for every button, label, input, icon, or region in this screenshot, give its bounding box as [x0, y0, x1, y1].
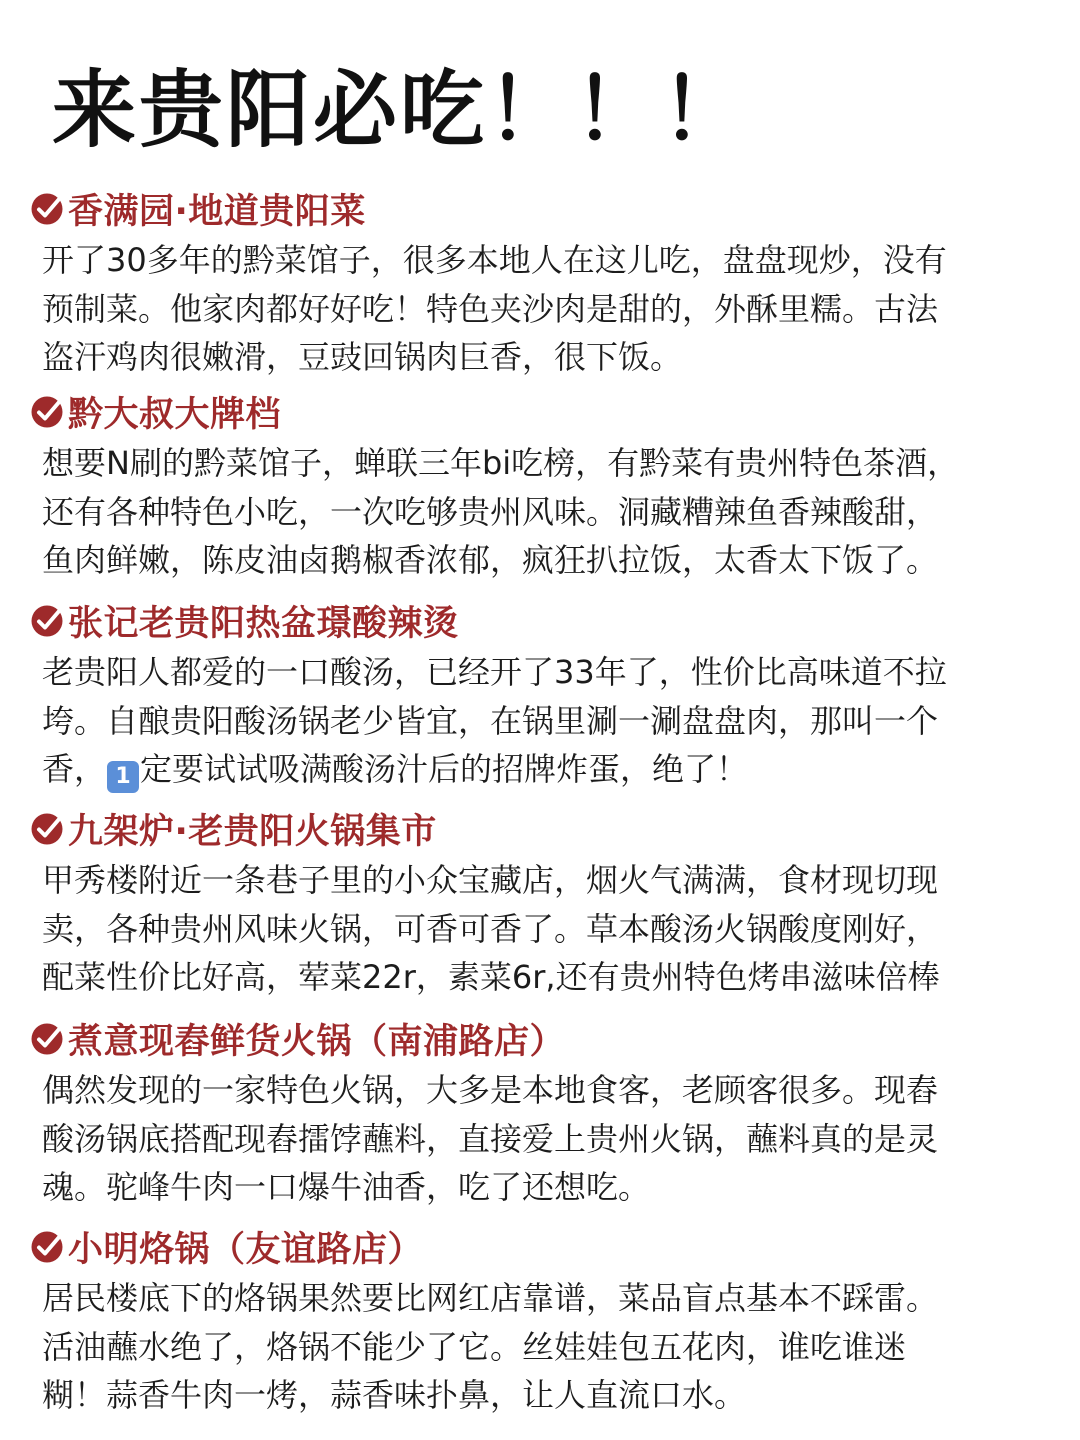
section-heading — [30, 1016, 1030, 1062]
check-circle-icon — [30, 395, 64, 429]
page-title: 来贵阳必吃！！！ — [52, 61, 749, 159]
restaurant-section — [30, 806, 1030, 1002]
body-line: 老贵阳人都爱的一口酸汤，已经开了33年了，性价比高味道不拉 — [42, 653, 947, 691]
section-body — [42, 236, 1032, 382]
check-circle-icon — [30, 1022, 64, 1056]
section-body — [42, 1274, 1032, 1420]
line-text: 香， — [42, 750, 107, 788]
check-circle-icon — [30, 192, 64, 226]
restaurant-section — [30, 1224, 1030, 1420]
body-line: 居民楼底下的烙锅果然要比网红店靠谱，菜品盲点基本不踩雷。 — [42, 1279, 939, 1317]
body-line: 甲秀楼附近一条巷子里的小众宝藏店，烟火气满满，食材现切现 — [42, 861, 939, 899]
body-line: 垮。自酿贵阳酸汤锅老少皆宜，在锅里涮一涮盘盘肉，那叫一个 — [42, 701, 939, 740]
restaurant-section — [30, 598, 1030, 794]
body-line: 酸汤锅底搭配现舂擂饽蘸料，直接爱上贵州火锅，蘸料真的是灵 — [42, 1119, 939, 1158]
body-line: 活油蘸水绝了，烙锅不能少了它。丝娃娃包五花肉，谁吃谁迷 — [42, 1327, 907, 1366]
body-line: 糊！蒜香牛肉一烤，蒜香味扑鼻，让人直流口水。 — [42, 1376, 747, 1414]
section-title: 煮意现舂鲜货火锅（南浦路店） — [68, 1022, 566, 1062]
section-heading — [30, 389, 1030, 435]
body-line: 预制菜。他家肉都好好吃！特色夹沙肉是甜的，外酥里糯。古法 — [42, 289, 939, 328]
section-heading — [30, 1224, 1030, 1270]
section-title: 香满园·地道贵阳菜 — [68, 192, 366, 232]
section-title: 黔大叔大牌档 — [68, 395, 282, 435]
keycap-one-icon: 1 — [107, 761, 139, 793]
body-line: 偶然发现的一家特色火锅，大多是本地食客，老顾客很多。现舂 — [42, 1071, 939, 1109]
check-circle-icon — [30, 1230, 64, 1264]
section-body — [42, 648, 1032, 794]
body-line — [42, 745, 1032, 794]
section-title: 小明烙锅（友谊路店） — [68, 1230, 424, 1270]
check-circle-icon — [30, 604, 64, 638]
body-line: 盗汗鸡肉很嫩滑，豆豉回锅肉巨香，很下饭。 — [42, 338, 683, 376]
restaurant-section — [30, 1016, 1030, 1212]
restaurant-section — [30, 186, 1030, 382]
body-line: 鱼肉鲜嫩，陈皮油卤鹅椒香浓郁，疯狂扒拉饭，太香太下饭了。 — [42, 541, 939, 579]
body-line: 还有各种特色小吃，一次吃够贵州风味。洞藏糟辣鱼香辣酸甜， — [42, 492, 939, 531]
body-line: 魂。驼峰牛肉一口爆牛油香，吃了还想吃。 — [42, 1168, 651, 1206]
line-text: 定要试试吸满酸汤汁后的招牌炸蛋，绝了！ — [140, 750, 749, 788]
section-body — [42, 1066, 1032, 1212]
section-heading — [30, 598, 1030, 644]
section-body — [42, 439, 1032, 585]
body-line: 卖，各种贵州风味火锅，可香可香了。草本酸汤火锅酸度刚好， — [42, 909, 939, 948]
section-heading — [30, 806, 1030, 852]
restaurant-section — [30, 389, 1030, 585]
body-line: 开了30多年的黔菜馆子，很多本地人在这儿吃，盘盘现炒，没有 — [42, 241, 947, 279]
section-body — [42, 856, 1032, 1002]
section-heading — [30, 186, 1030, 232]
check-circle-icon — [30, 812, 64, 846]
body-line: 配菜性价比好高，荤菜22r，素菜6r,还有贵州特色烤串滋味倍棒 — [42, 958, 940, 996]
section-title: 九架炉·老贵阳火锅集市 — [68, 812, 437, 852]
section-title: 张记老贵阳热盆璟酸辣烫 — [68, 604, 459, 644]
body-line: 想要N刷的黔菜馆子，蝉联三年bi吃榜，有黔菜有贵州特色茶酒， — [42, 444, 960, 482]
